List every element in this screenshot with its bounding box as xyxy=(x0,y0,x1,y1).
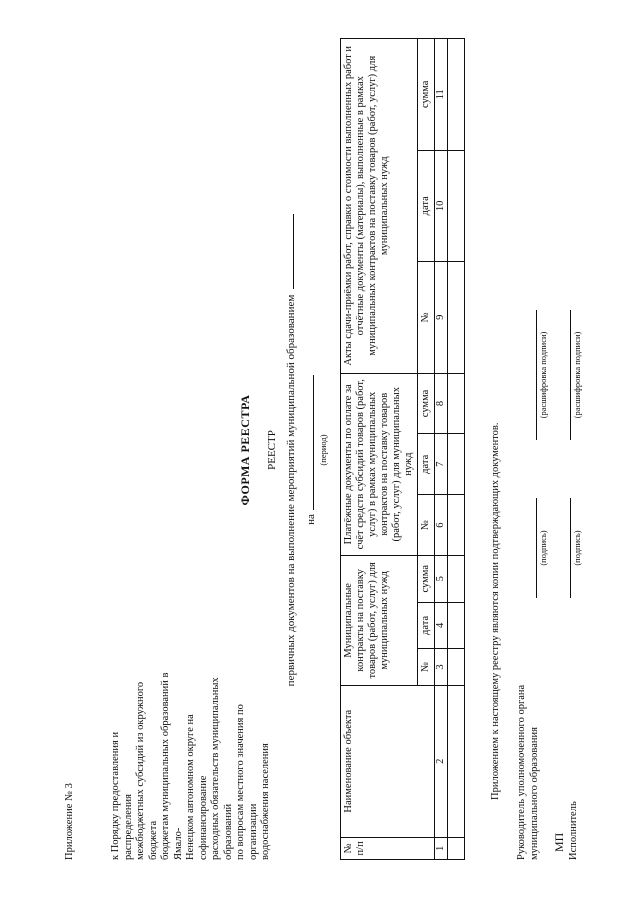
sub-header-date: дата xyxy=(418,434,435,495)
register-title: РЕЕСТР xyxy=(266,430,278,470)
data-cell xyxy=(448,262,465,373)
head-decryption-caption: (расшифровка подписи) xyxy=(538,331,548,419)
sub-header-no: № xyxy=(418,649,435,685)
empty-data-row xyxy=(448,39,465,860)
header-num: № п/п xyxy=(341,837,435,859)
header-object-name: Наименование объекта xyxy=(341,685,435,837)
data-cell xyxy=(448,555,465,602)
subtitle-blank-line xyxy=(284,214,294,289)
register-table xyxy=(340,38,465,860)
data-cell xyxy=(448,39,465,151)
data-cell xyxy=(448,649,465,685)
head-signature-line xyxy=(536,498,537,598)
data-cell xyxy=(448,434,465,495)
sub-header-sum: сумма xyxy=(418,39,435,151)
column-number-row xyxy=(435,39,448,860)
head-label: Руководитель уполномоченного органа муниципального образования xyxy=(516,684,540,860)
header-contracts: Муниципальные контракты на поставку товаров (работ, услуг) для муниципальных нужд xyxy=(341,555,418,685)
data-cell xyxy=(448,373,465,434)
column-number: 9 xyxy=(435,262,448,373)
header-acts: Акты сдачи-приёмки работ, справки о стоимости выполненных работ и отчётные документы (материалы), выполненные в рамках муниципальных контрактов на поставку товаров (работ, услуг) для муниципальных нужд xyxy=(341,39,418,374)
column-number: 1 xyxy=(435,837,448,859)
sub-header-sum: сумма xyxy=(418,555,435,602)
appendix-number: Приложение № 3 xyxy=(64,783,75,860)
column-number: 8 xyxy=(435,373,448,434)
header-payments: Платёжные документы по оплате за счёт средств субсидий товаров (работ, услуг) в рамках муниципальных контрактов на поставку товаров (работ, услуг) для муниципальных нужд xyxy=(341,373,418,555)
data-cell xyxy=(448,495,465,556)
executor-label: Исполнитель xyxy=(568,801,579,860)
sub-header-sum: сумма xyxy=(418,373,435,434)
register-subtitle xyxy=(284,20,297,880)
appendix-description: к Порядку предоставления и распределения межбюджетных субсидий из окружного бюджета бюджетам муниципальных образований в Ямало- Ненецком автономном округе на софинансирование расходных обязательств муниципальных образований по вопросам местного значения по организации водоснабжения населения xyxy=(110,672,271,860)
executor-signature-caption: (подпись) xyxy=(572,530,582,566)
head-decryption-line xyxy=(536,310,537,440)
rotated-form xyxy=(20,20,580,880)
column-number: 3 xyxy=(435,649,448,685)
data-cell xyxy=(448,685,465,837)
sub-header-no: № xyxy=(418,262,435,373)
form-title: ФОРМА РЕЕСТРА xyxy=(238,394,252,506)
sub-header-no: № xyxy=(418,495,435,556)
period-blank-line xyxy=(304,375,314,510)
column-number: 11 xyxy=(435,39,448,151)
column-number: 5 xyxy=(435,555,448,602)
executor-decryption-caption: (расшифровка подписи) xyxy=(572,331,582,419)
data-cell xyxy=(448,602,465,649)
column-number: 10 xyxy=(435,150,448,261)
register-subtitle-text: первичных документов на выполнение мероприятий муниципальной образованием xyxy=(285,294,297,687)
period-caption: (период) xyxy=(318,434,328,466)
sub-header-date: дата xyxy=(418,602,435,649)
data-cell xyxy=(448,150,465,261)
stamp-place: МП xyxy=(552,832,566,852)
executor-signature-line xyxy=(570,498,571,598)
sub-header-date: дата xyxy=(418,150,435,261)
period-prefix: на xyxy=(305,514,317,525)
data-cell xyxy=(448,837,465,859)
column-number: 4 xyxy=(435,602,448,649)
column-number: 6 xyxy=(435,495,448,556)
executor-decryption-line xyxy=(570,310,571,440)
period-line xyxy=(304,20,317,880)
column-number: 2 xyxy=(435,685,448,837)
attachment-note: Приложением к настоящему реестру являются копии подтверждающих документов. xyxy=(490,422,501,800)
column-number: 7 xyxy=(435,434,448,495)
head-signature-caption: (подпись) xyxy=(538,530,548,566)
